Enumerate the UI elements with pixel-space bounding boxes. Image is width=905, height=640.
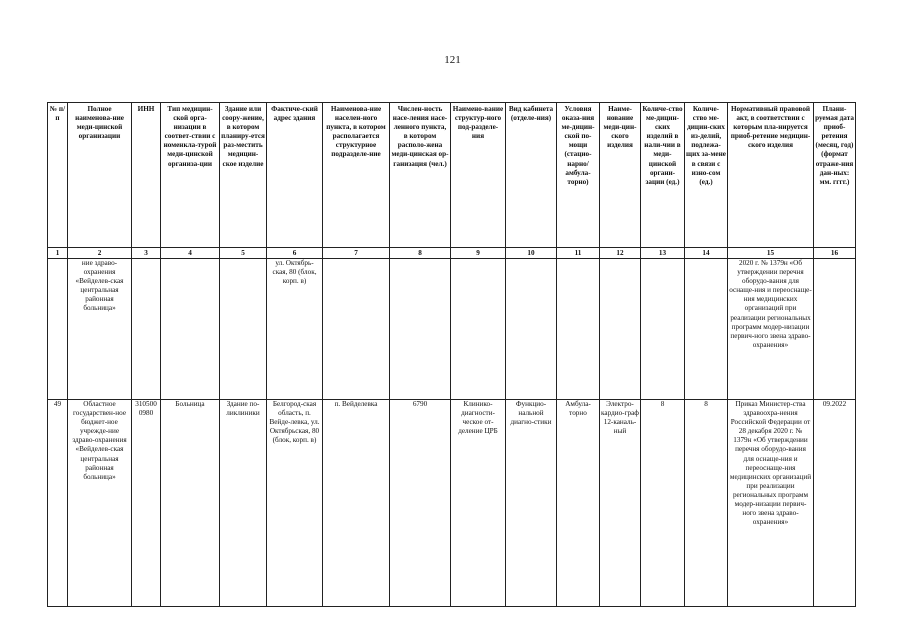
cell-replace bbox=[685, 259, 728, 400]
cell-index bbox=[48, 259, 68, 400]
cell-settlement bbox=[323, 259, 390, 400]
table-row bbox=[48, 259, 856, 400]
cell-device bbox=[600, 259, 641, 400]
header-cell: Тип медицин-ской орга-низации в соответ-ствии с номенкла-турой меди-цинской организа-ции bbox=[161, 103, 220, 248]
cell-inn bbox=[132, 259, 161, 400]
cell-org-type: Больница bbox=[161, 400, 220, 607]
cell-org-type bbox=[161, 259, 220, 400]
header-cell: Числен-ность насе-ления насе-ленного пункта, в котором располо-жена меди-цинская ор-ганизация (чел.) bbox=[390, 103, 451, 248]
cell-available bbox=[641, 259, 685, 400]
header-cell: Нормативный правовой акт, в соответствии с которым пла-нируется приоб-ретение медицин-ского изделия bbox=[728, 103, 814, 248]
column-number: 10 bbox=[506, 248, 557, 259]
cell-building bbox=[220, 259, 267, 400]
column-number: 6 bbox=[267, 248, 323, 259]
header-cell: Фактиче-ский адрес здания bbox=[267, 103, 323, 248]
column-number: 14 bbox=[685, 248, 728, 259]
column-number: 13 bbox=[641, 248, 685, 259]
cell-address: Белгород-ская область, п. Вейде-левка, ул. Октябрьская, 80 (блок, корп. в) bbox=[267, 400, 323, 607]
cell-subdivision bbox=[451, 259, 506, 400]
header-cell: Количе-ство ме-дицин-ских из-делий, подлежа-щих за-мене в связи с изно-сом (ед.) bbox=[685, 103, 728, 248]
column-number: 1 bbox=[48, 248, 68, 259]
cell-organization: Областное государствен-ное бюджет-ное учрежде-ние здраво-охранения «Вейделев-ская центральная районная больница» bbox=[68, 400, 132, 607]
column-number: 5 bbox=[220, 248, 267, 259]
column-number: 2 bbox=[68, 248, 132, 259]
cell-device: Электро-кардио-граф 12-каналь-ный bbox=[600, 400, 641, 607]
header-cell: Наиме-нование меди-цин-ского изделия bbox=[600, 103, 641, 248]
cell-replace: 8 bbox=[685, 400, 728, 607]
cell-organization: ние здраво-охранения «Вейделев-ская центральная районная больница» bbox=[68, 259, 132, 400]
cell-date: 09.2022 bbox=[814, 400, 856, 607]
cell-legal-act: Приказ Министер-ства здравоохра-нения Российской Федерации от 28 декабря 2020 г. № 1379н «Об утверждении перечня оборудо-вания для оснаще-ния и переоснаще-ния медицинских организаций при реализации региональных программ модер-низации первич-ного звена здраво-охранения» bbox=[728, 400, 814, 607]
header-cell: Условия оказа-ния ме-дицин-ской по-мощи (стацио-нарно/ амбула-торно) bbox=[557, 103, 600, 248]
cell-available: 8 bbox=[641, 400, 685, 607]
header-cell: Плани-руемая дата приоб-ретения (месяц, год) (формат отраже-ния дан-ных: мм. гггг.) bbox=[814, 103, 856, 248]
column-number: 4 bbox=[161, 248, 220, 259]
cell-address: ул. Октябрь-ская, 80 (блок, корп. в) bbox=[267, 259, 323, 400]
header-cell: Наимено-вание структур-ного под-разделе-ния bbox=[451, 103, 506, 248]
column-number: 11 bbox=[557, 248, 600, 259]
column-number: 3 bbox=[132, 248, 161, 259]
header-cell: Наименова-ние населен-ного пункта, в котором располагается структурное подразделе-ние bbox=[323, 103, 390, 248]
cell-inn: 310500 0980 bbox=[132, 400, 161, 607]
cell-settlement: п. Вейделевка bbox=[323, 400, 390, 607]
header-cell: ИНН bbox=[132, 103, 161, 248]
column-number: 16 bbox=[814, 248, 856, 259]
column-number: 12 bbox=[600, 248, 641, 259]
header-row bbox=[48, 103, 856, 248]
header-cell: № п/п bbox=[48, 103, 68, 248]
cell-population bbox=[390, 259, 451, 400]
column-number: 9 bbox=[451, 248, 506, 259]
header-cell: Здание или соору-жение, в котором планиру-ется раз-местить медицин-ское изделие bbox=[220, 103, 267, 248]
cell-cabinet bbox=[506, 259, 557, 400]
column-number-row bbox=[48, 248, 856, 259]
header-cell: Полное наименова-ние меди-цинской организации bbox=[68, 103, 132, 248]
cell-legal-act: 2020 г. № 1379н «Об утверждении перечня оборудо-вания для оснаще-ния и переоснаще-ния медицинских организаций при реализации региональных программ модер-низации первич-ного звена здраво-охранения» bbox=[728, 259, 814, 400]
page-number: 121 bbox=[444, 54, 461, 66]
cell-conditions: Амбула-торно bbox=[557, 400, 600, 607]
table-row bbox=[48, 400, 856, 607]
column-number: 15 bbox=[728, 248, 814, 259]
column-number: 7 bbox=[323, 248, 390, 259]
header-cell: Количе-ство ме-дицин-ских изделий в нали-чии в меди-цинской органи-зации (ед.) bbox=[641, 103, 685, 248]
cell-cabinet: Функцио-нальной диагно-стики bbox=[506, 400, 557, 607]
cell-index: 49 bbox=[48, 400, 68, 607]
cell-population: 6790 bbox=[390, 400, 451, 607]
cell-building: Здание по-ликлиники bbox=[220, 400, 267, 607]
cell-date bbox=[814, 259, 856, 400]
column-number: 8 bbox=[390, 248, 451, 259]
equipment-table bbox=[47, 102, 856, 607]
cell-subdivision: Клинико-диагности-ческое от-деление ЦРБ bbox=[451, 400, 506, 607]
cell-conditions bbox=[557, 259, 600, 400]
header-cell: Вид кабинета (отделе-ния) bbox=[506, 103, 557, 248]
